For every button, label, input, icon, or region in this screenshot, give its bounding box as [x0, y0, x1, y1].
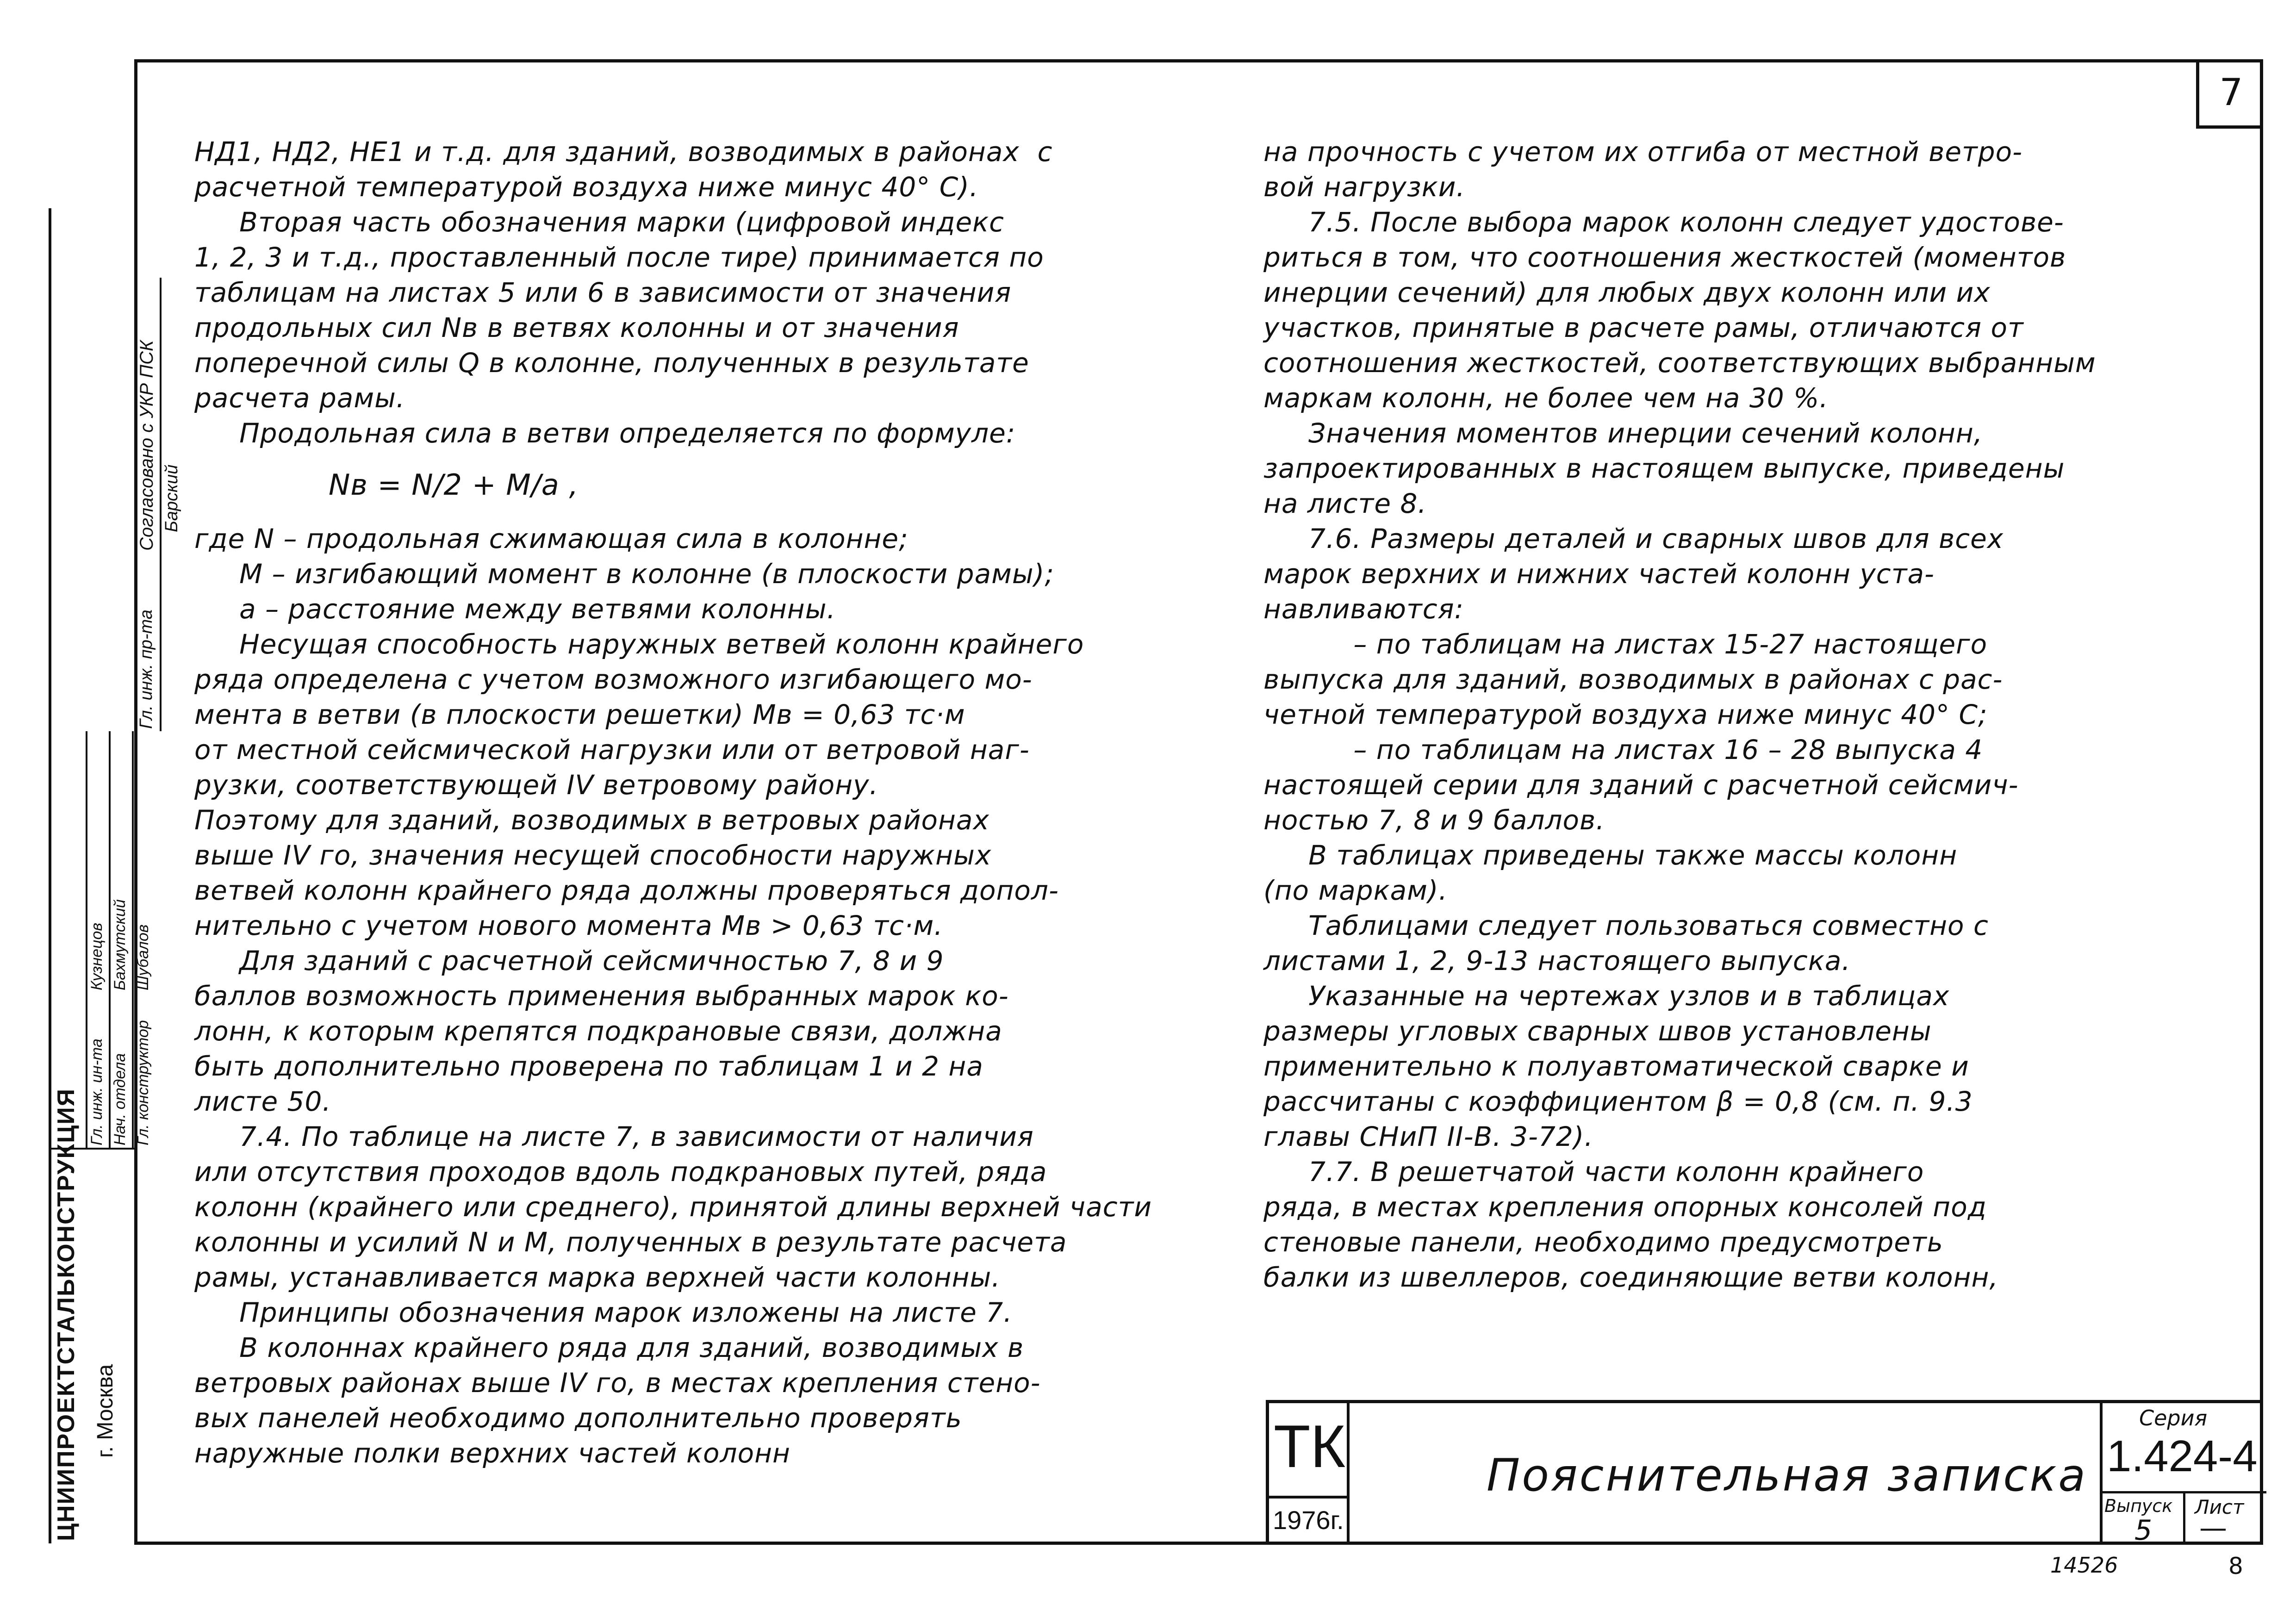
right-text-line: (по маркам). [1263, 875, 1448, 906]
left-text-line: баллов возможность применения выбранных марок ко- [194, 980, 1009, 1012]
left-text-line: рамы, устанавливается марка верхней части колонны. [194, 1262, 1001, 1293]
title-year: 1976г. [1273, 1505, 1344, 1535]
left-text-line: Для зданий с расчетной сейсмичностью 7, 8 и 9 [194, 945, 944, 976]
stamp-name-3: Шубалов [134, 924, 152, 990]
formula: Nв = N/2 + M/a , [329, 468, 579, 502]
right-text-line: главы СНиП II-В. 3-72). [1263, 1121, 1593, 1152]
right-text-line: на листе 8. [1263, 488, 1427, 519]
left-text-line: Вторая часть обозначения марки (цифровой индекс [194, 206, 1005, 238]
right-text-line: – по таблицам на листах 16 – 28 выпуска 4 [1263, 734, 1983, 765]
left-text-line: M – изгибающий момент в колонне (в плоскости рамы); [194, 558, 1054, 590]
left-text-line: поперечной силы Q в колонне, полученных в результате [194, 347, 1029, 379]
approval-stamp [49, 731, 150, 1543]
right-text-line: Таблицами следует пользоваться совместно с [1263, 910, 1989, 941]
left-text-line: ветровых районах выше IV го, в местах крепления стено- [194, 1367, 1041, 1399]
series-number: 1.424-4 [2107, 1431, 2258, 1481]
left-text-line: 7.4. По таблице на листе 7, в зависимости от наличия [194, 1121, 1034, 1152]
left-text-line: Принципы обозначения марок изложены на листе 7. [194, 1297, 1013, 1328]
right-text-line: ряда, в местах крепления опорных консолей под [1263, 1191, 1987, 1223]
stamp-role-3: Гл. конструктор [134, 1020, 152, 1145]
right-text-line: Указанные на чертежах узлов и в таблицах [1263, 980, 1950, 1012]
right-text-line: участков, принятые в расчете рамы, отличаются от [1263, 312, 2024, 343]
agreed-role: Гл. инж. пр-та [137, 609, 156, 729]
stamp-name-2: Бахмутский [111, 899, 129, 990]
stamp-role-1: Гл. инж. ин-та [88, 1038, 106, 1145]
right-text-line: Значения моментов инерции сечений колонн, [1263, 417, 1983, 449]
left-text-line: от местной сейсмической нагрузки или от ветровой наг- [194, 734, 1030, 765]
right-text-line: марок верхних и нижних частей колонн уста- [1263, 558, 1935, 590]
inventory-number: 14526 [2050, 1553, 2118, 1578]
left-text-line: или отсутствия проходов вдоль подкрановых путей, ряда [194, 1156, 1047, 1188]
right-text-line: настоящей серии для зданий с расчетной сейсмич- [1263, 769, 2019, 801]
right-text-line: риться в том, что соотношения жесткостей (моментов [1263, 242, 2066, 273]
left-text-line: нительно с учетом нового момента Mв > 0,63 тс·м. [194, 910, 943, 941]
left-text-line: Продольная сила в ветви определяется по формуле: [194, 417, 1016, 449]
left-text-line: Несущая способность наружных ветвей колонн крайнего [194, 628, 1084, 660]
right-text-line: листами 1, 2, 9-13 настоящего выпуска. [1263, 945, 1851, 976]
sheet-label: Лист [2195, 1496, 2244, 1518]
right-text-line: на прочность с учетом их отгиба от местной ветро- [1263, 136, 2023, 168]
left-text-line: колонн (крайнего или среднего), принятой длины верхней части [194, 1191, 1152, 1223]
right-text-line: применительно к полуавтоматической сварке и [1263, 1051, 1969, 1082]
right-text-line: соотношения жесткостей, соответствующих выбранным [1263, 347, 2096, 379]
left-text-line: ряда определена с учетом возможного изгибающего мо- [194, 664, 1033, 695]
left-text-line: быть дополнительно проверена по таблицам 1 и 2 на [194, 1051, 983, 1082]
left-text-line: 1, 2, 3 и т.д., проставленный после тире) принимается по [194, 242, 1044, 273]
agreed-text: Согласовано с УКР ПСК [137, 340, 157, 551]
left-text-column [194, 134, 1157, 1471]
series-label: Серия [2139, 1405, 2208, 1430]
right-text-line: – по таблицам на листах 15-27 настоящего [1263, 628, 1988, 660]
stamp-role-2: Нач. отдела [111, 1053, 129, 1145]
stamp-name-1: Кузнецов [88, 922, 106, 990]
left-text-line: рузки, соответствующей IV ветровому району. [194, 769, 878, 801]
right-text-line: 7.6. Размеры деталей и сварных швов для всех [1263, 523, 2004, 554]
left-text-line: выше IV го, значения несущей способности наружных [194, 839, 992, 871]
left-text-line: расчетной температурой воздуха ниже минус 40° С). [194, 171, 979, 203]
right-text-line: ностью 7, 8 и 9 баллов. [1263, 804, 1605, 836]
title-block [1266, 1400, 2263, 1545]
right-text-line: стеновые панели, необходимо предусмотреть [1263, 1226, 1943, 1258]
left-text-line: листе 50. [194, 1086, 331, 1117]
left-text-line: таблицам на листах 5 или 6 в зависимости от значения [194, 277, 1012, 308]
right-text-line: четной температурой воздуха ниже минус 40° С; [1263, 699, 1988, 730]
corner-mark: 8 [2228, 1553, 2243, 1579]
issue-label: Выпуск [2104, 1496, 2173, 1516]
issue-number: 5 [2134, 1514, 2153, 1547]
left-text-line: наружные полки верхних частей колонн [194, 1437, 790, 1469]
right-text-line: 7.5. После выбора марок колонн следует удостове- [1263, 206, 2064, 238]
left-text-line: колонны и усилий N и M, полученных в результате расчета [194, 1226, 1067, 1258]
right-text-line: запроектированных в настоящем выпуске, приведены [1263, 453, 2065, 484]
left-text-line: a – расстояние между ветвями колонны. [194, 593, 836, 625]
organization-name: ЦНИИПРОЕКТСТАЛЬКОНСТРУКЦИЯ [53, 1088, 80, 1541]
right-text-line: размеры угловых сварных швов установлены [1263, 1015, 1932, 1047]
left-text-line: В колоннах крайнего ряда для зданий, возводимых в [194, 1332, 1024, 1363]
right-text-column [1263, 134, 2180, 1295]
right-text-line: вой нагрузки. [1263, 171, 1465, 203]
right-text-line: В таблицах приведены также массы колонн [1263, 839, 1958, 871]
left-text-line: мента в ветви (в плоскости решетки) Mв = 0,63 тс·м [194, 699, 965, 730]
left-text-line: НД1, НД2, НЕ1 и т.д. для зданий, возводимых в районах с [194, 136, 1053, 168]
left-text-line: вых панелей необходимо дополнительно проверять [194, 1402, 962, 1434]
agreed-name: Барский [162, 464, 181, 532]
left-text-line: где N – продольная сжимающая сила в колонне; [194, 523, 908, 554]
city: г. Москва [93, 1364, 118, 1458]
page-number: 7 [2196, 59, 2263, 129]
right-text-line: маркам колонн, не более чем на 30 %. [1263, 382, 1829, 414]
right-text-line: рассчитаны с коэффициентом β = 0,8 (см. п. 9.3 [1263, 1086, 1973, 1117]
right-text-line: балки из швеллеров, соединяющие ветви колонн, [1263, 1262, 1998, 1293]
left-text-line: расчета рамы. [194, 382, 405, 414]
agreed-stamp [49, 208, 181, 731]
left-text-line: продольных сил Nв в ветвях колонны и от значения [194, 312, 959, 343]
sheet-number: — [2199, 1512, 2227, 1544]
left-text-line: лонн, к которым крепятся подкрановые связи, должна [194, 1015, 1002, 1047]
right-text-line: 7.7. В решетчатой части колонн крайнего [1263, 1156, 1924, 1188]
left-text-line: Поэтому для зданий, возводимых в ветровых районах [194, 804, 989, 836]
right-text-line: навливаются: [1263, 593, 1464, 625]
title-code: ТК [1274, 1412, 1346, 1480]
document-title: Пояснительная записка [1487, 1449, 2088, 1501]
left-text-line: ветвей колонн крайнего ряда должны проверяться допол- [194, 875, 1059, 906]
right-text-line: инерции сечений) для любых двух колонн или их [1263, 277, 1991, 308]
right-text-line: выпуска для зданий, возводимых в районах с рас- [1263, 664, 2003, 695]
